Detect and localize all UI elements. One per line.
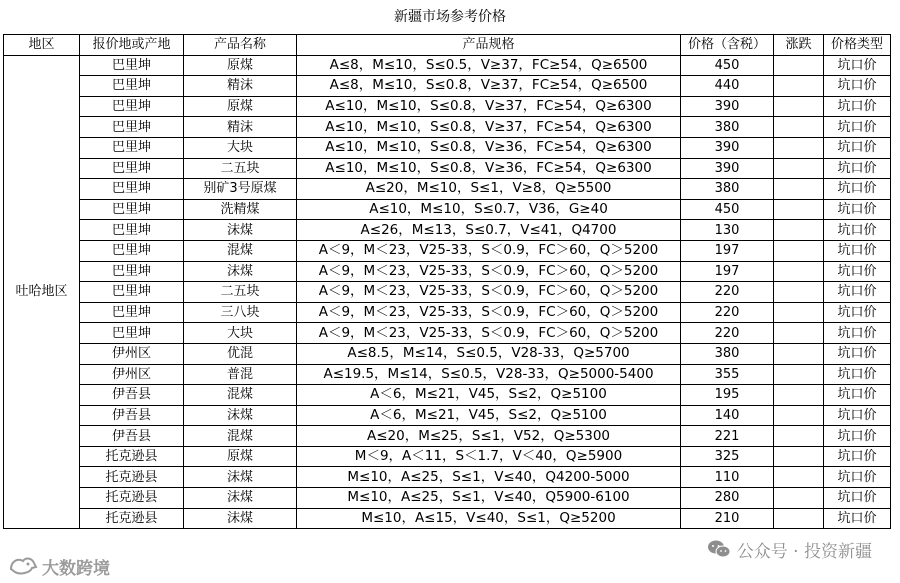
cell-spec: A≤8.5，M≤14，S≤0.5，V28-33，Q≥5700 xyxy=(297,343,681,364)
table-row xyxy=(4,302,891,323)
cell-price: 197 xyxy=(681,240,774,261)
cell-place: 巴里坤 xyxy=(80,96,184,117)
cell-product: 别矿3号原煤 xyxy=(184,179,297,200)
cell-place: 伊吾县 xyxy=(80,405,184,426)
cell-change xyxy=(774,323,824,344)
cell-change xyxy=(774,261,824,282)
cell-price-type: 坑口价 xyxy=(824,508,891,529)
cell-price: 440 xyxy=(681,76,774,97)
col-header-spec: 产品规格 xyxy=(297,35,681,56)
watermark-left xyxy=(8,553,110,579)
col-header-place: 报价地或产地 xyxy=(80,35,184,56)
cell-change xyxy=(774,179,824,200)
cell-price-type: 坑口价 xyxy=(824,405,891,426)
cell-spec: A≤10，M≤10，S≤0.8，V≥36，FC≥54，Q≥6300 xyxy=(297,137,681,158)
cell-change xyxy=(774,117,824,138)
cell-price: 280 xyxy=(681,488,774,509)
cell-product: 原煤 xyxy=(184,96,297,117)
cell-place: 伊州区 xyxy=(80,364,184,385)
table-row xyxy=(4,446,891,467)
cell-place: 巴里坤 xyxy=(80,158,184,179)
table-row xyxy=(4,426,891,447)
price-table xyxy=(3,34,891,529)
cell-product: 二五块 xyxy=(184,158,297,179)
cell-change xyxy=(774,302,824,323)
table-row xyxy=(4,96,891,117)
cell-product: 原煤 xyxy=(184,55,297,76)
cell-price-type: 坑口价 xyxy=(824,76,891,97)
col-header-product: 产品名称 xyxy=(184,35,297,56)
cell-spec: A≤8，M≤10，S≤0.5，V≥37，FC≥54，Q≥6500 xyxy=(297,55,681,76)
table-row xyxy=(4,199,891,220)
cell-spec: A＜9，M＜23，V25-33，S＜0.9，FC＞60，Q＞5200 xyxy=(297,261,681,282)
table-row xyxy=(4,405,891,426)
cell-place: 巴里坤 xyxy=(80,220,184,241)
cell-spec: A＜9，M＜23，V25-33，S＜0.9，FC＞60，Q＞5200 xyxy=(297,323,681,344)
cell-price: 380 xyxy=(681,343,774,364)
cell-spec: M≤10，A≤25，S≤1，V≤40，Q4200-5000 xyxy=(297,467,681,488)
cell-price: 130 xyxy=(681,220,774,241)
cell-product: 沫煤 xyxy=(184,261,297,282)
cell-product: 混煤 xyxy=(184,426,297,447)
cell-price-type: 坑口价 xyxy=(824,158,891,179)
cell-place: 巴里坤 xyxy=(80,137,184,158)
table-row xyxy=(4,220,891,241)
cell-product: 沫煤 xyxy=(184,467,297,488)
cell-spec: A＜9，M＜23，V25-33，S＜0.9，FC＞60，Q＞5200 xyxy=(297,302,681,323)
cell-spec: M≤10，A≤15，V≤40，S≤1，Q≥5200 xyxy=(297,508,681,529)
cell-price-type: 坑口价 xyxy=(824,179,891,200)
cell-price: 110 xyxy=(681,467,774,488)
table-row xyxy=(4,508,891,529)
cell-product: 混煤 xyxy=(184,240,297,261)
cell-spec: A＜6，M≤21，V45，S≤2，Q≥5100 xyxy=(297,385,681,406)
cell-spec: A≤26，M≤13，S≤0.7，V≤41，Q4700 xyxy=(297,220,681,241)
cell-change xyxy=(774,240,824,261)
cell-product: 沫煤 xyxy=(184,405,297,426)
cell-price: 220 xyxy=(681,302,774,323)
cell-place: 托克逊县 xyxy=(80,446,184,467)
cell-spec: A＜6，M≤21，V45，S≤2，Q≥5100 xyxy=(297,405,681,426)
cell-spec: A≤20，M≤25，S≤1，V52，Q≥5300 xyxy=(297,426,681,447)
cell-price: 450 xyxy=(681,55,774,76)
cell-place: 巴里坤 xyxy=(80,179,184,200)
table-row xyxy=(4,137,891,158)
cell-change xyxy=(774,199,824,220)
cell-price-type: 坑口价 xyxy=(824,220,891,241)
dog-logo-icon xyxy=(8,555,38,577)
cell-price-type: 坑口价 xyxy=(824,343,891,364)
cell-place: 巴里坤 xyxy=(80,302,184,323)
cell-price-type: 坑口价 xyxy=(824,302,891,323)
cell-price-type: 坑口价 xyxy=(824,426,891,447)
cell-change xyxy=(774,426,824,447)
cell-place: 托克逊县 xyxy=(80,467,184,488)
cell-change xyxy=(774,385,824,406)
cell-product: 沫煤 xyxy=(184,508,297,529)
cell-place: 托克逊县 xyxy=(80,508,184,529)
cell-product: 精沫 xyxy=(184,117,297,138)
cell-product: 大块 xyxy=(184,323,297,344)
cell-change xyxy=(774,364,824,385)
cell-price-type: 坑口价 xyxy=(824,385,891,406)
cell-product: 精沫 xyxy=(184,76,297,97)
cell-place: 巴里坤 xyxy=(80,55,184,76)
cell-spec: A≤10，M≤10，S≤0.8，V≥36，FC≥54，Q≥6300 xyxy=(297,158,681,179)
cell-spec: A≤19.5，M≤14，S≤0.5，V28-33，Q≥5000-5400 xyxy=(297,364,681,385)
cell-price: 380 xyxy=(681,117,774,138)
table-row xyxy=(4,364,891,385)
table-row xyxy=(4,323,891,344)
cell-change xyxy=(774,158,824,179)
sheet-title: 新疆市场参考价格 xyxy=(394,9,506,25)
cell-price-type: 坑口价 xyxy=(824,117,891,138)
cell-price-type: 坑口价 xyxy=(824,364,891,385)
cell-price-type: 坑口价 xyxy=(824,282,891,303)
col-header-price-type: 价格类型 xyxy=(824,35,891,56)
cell-place: 巴里坤 xyxy=(80,240,184,261)
cell-place: 伊吾县 xyxy=(80,385,184,406)
wechat-icon xyxy=(707,539,731,559)
table-row xyxy=(4,467,891,488)
cell-product: 优混 xyxy=(184,343,297,364)
cell-price-type: 坑口价 xyxy=(824,488,891,509)
cell-spec: A≤10，M≤10，S≤0.8，V≥37，FC≥54，Q≥6300 xyxy=(297,96,681,117)
cell-price: 210 xyxy=(681,508,774,529)
cell-price-type: 坑口价 xyxy=(824,55,891,76)
table-row xyxy=(4,55,891,76)
cell-spec: M＜9，A＜11，S＜1.7，V＜40，Q≥5900 xyxy=(297,446,681,467)
cell-change xyxy=(774,446,824,467)
cell-spec: A≤10，M≤10，S≤0.8，V≥37，FC≥54，Q≥6300 xyxy=(297,117,681,138)
cell-place: 伊吾县 xyxy=(80,426,184,447)
cell-product: 二五块 xyxy=(184,282,297,303)
table-row xyxy=(4,158,891,179)
cell-price: 390 xyxy=(681,137,774,158)
table-row xyxy=(4,179,891,200)
watermark-left-text: 大数跨境 xyxy=(42,558,110,579)
cell-price: 220 xyxy=(681,323,774,344)
cell-spec: M≤10，A≤25，S≤1，V≤40，Q5900-6100 xyxy=(297,488,681,509)
cell-change xyxy=(774,467,824,488)
cell-product: 普混 xyxy=(184,364,297,385)
col-header-region: 地区 xyxy=(4,35,80,56)
cell-price-type: 坑口价 xyxy=(824,467,891,488)
cell-place: 巴里坤 xyxy=(80,323,184,344)
col-header-price: 价格（含税） xyxy=(681,35,774,56)
table-row xyxy=(4,76,891,97)
header-row xyxy=(4,35,891,56)
cell-change xyxy=(774,488,824,509)
cell-place: 巴里坤 xyxy=(80,282,184,303)
cell-price-type: 坑口价 xyxy=(824,446,891,467)
cell-price: 390 xyxy=(681,158,774,179)
cell-price: 197 xyxy=(681,261,774,282)
watermark-right xyxy=(707,536,872,562)
cell-change xyxy=(774,76,824,97)
cell-spec: A≤8，M≤10，S≤0.8，V≥37，FC≥54，Q≥6500 xyxy=(297,76,681,97)
cell-price: 140 xyxy=(681,405,774,426)
cell-price: 450 xyxy=(681,199,774,220)
cell-price: 355 xyxy=(681,364,774,385)
cell-price: 380 xyxy=(681,179,774,200)
cell-product: 洗精煤 xyxy=(184,199,297,220)
cell-price: 325 xyxy=(681,446,774,467)
cell-change xyxy=(774,96,824,117)
cell-price-type: 坑口价 xyxy=(824,199,891,220)
col-header-change: 涨跌 xyxy=(774,35,824,56)
table-row xyxy=(4,385,891,406)
cell-place: 巴里坤 xyxy=(80,76,184,97)
cell-change xyxy=(774,137,824,158)
cell-place: 巴里坤 xyxy=(80,117,184,138)
cell-change xyxy=(774,282,824,303)
cell-change xyxy=(774,343,824,364)
table-row xyxy=(4,240,891,261)
cell-spec: A≤10，M≤10，S≤0.7，V36，G≥40 xyxy=(297,199,681,220)
cell-price-type: 坑口价 xyxy=(824,323,891,344)
cell-price-type: 坑口价 xyxy=(824,96,891,117)
cell-price-type: 坑口价 xyxy=(824,240,891,261)
table-row xyxy=(4,488,891,509)
cell-place: 托克逊县 xyxy=(80,488,184,509)
cell-product: 沫煤 xyxy=(184,488,297,509)
cell-product: 沫煤 xyxy=(184,220,297,241)
cell-spec: A＜9，M＜23，V25-33，S＜0.9，FC＞60，Q＞5200 xyxy=(297,240,681,261)
cell-place: 伊州区 xyxy=(80,343,184,364)
cell-spec: A≤20，M≤10，S≤1，V≥8，Q≥5500 xyxy=(297,179,681,200)
cell-change xyxy=(774,508,824,529)
cell-region: 吐哈地区 xyxy=(4,55,80,529)
table-row xyxy=(4,117,891,138)
table-row xyxy=(4,261,891,282)
cell-price-type: 坑口价 xyxy=(824,261,891,282)
cell-price: 221 xyxy=(681,426,774,447)
cell-change xyxy=(774,220,824,241)
cell-change xyxy=(774,405,824,426)
cell-change xyxy=(774,55,824,76)
cell-price: 195 xyxy=(681,385,774,406)
cell-price: 220 xyxy=(681,282,774,303)
cell-place: 巴里坤 xyxy=(80,199,184,220)
cell-product: 三八块 xyxy=(184,302,297,323)
watermark-right-text: 公众号 · 投资新疆 xyxy=(736,541,872,562)
cell-product: 大块 xyxy=(184,137,297,158)
cell-product: 原煤 xyxy=(184,446,297,467)
table-body xyxy=(4,55,891,529)
table-row xyxy=(4,282,891,303)
cell-spec: A＜9，M＜23，V25-33，S＜0.9，FC＞60，Q＞5200 xyxy=(297,282,681,303)
cell-price: 390 xyxy=(681,96,774,117)
cell-place: 巴里坤 xyxy=(80,261,184,282)
cell-price-type: 坑口价 xyxy=(824,137,891,158)
cell-product: 混煤 xyxy=(184,385,297,406)
table-row xyxy=(4,343,891,364)
